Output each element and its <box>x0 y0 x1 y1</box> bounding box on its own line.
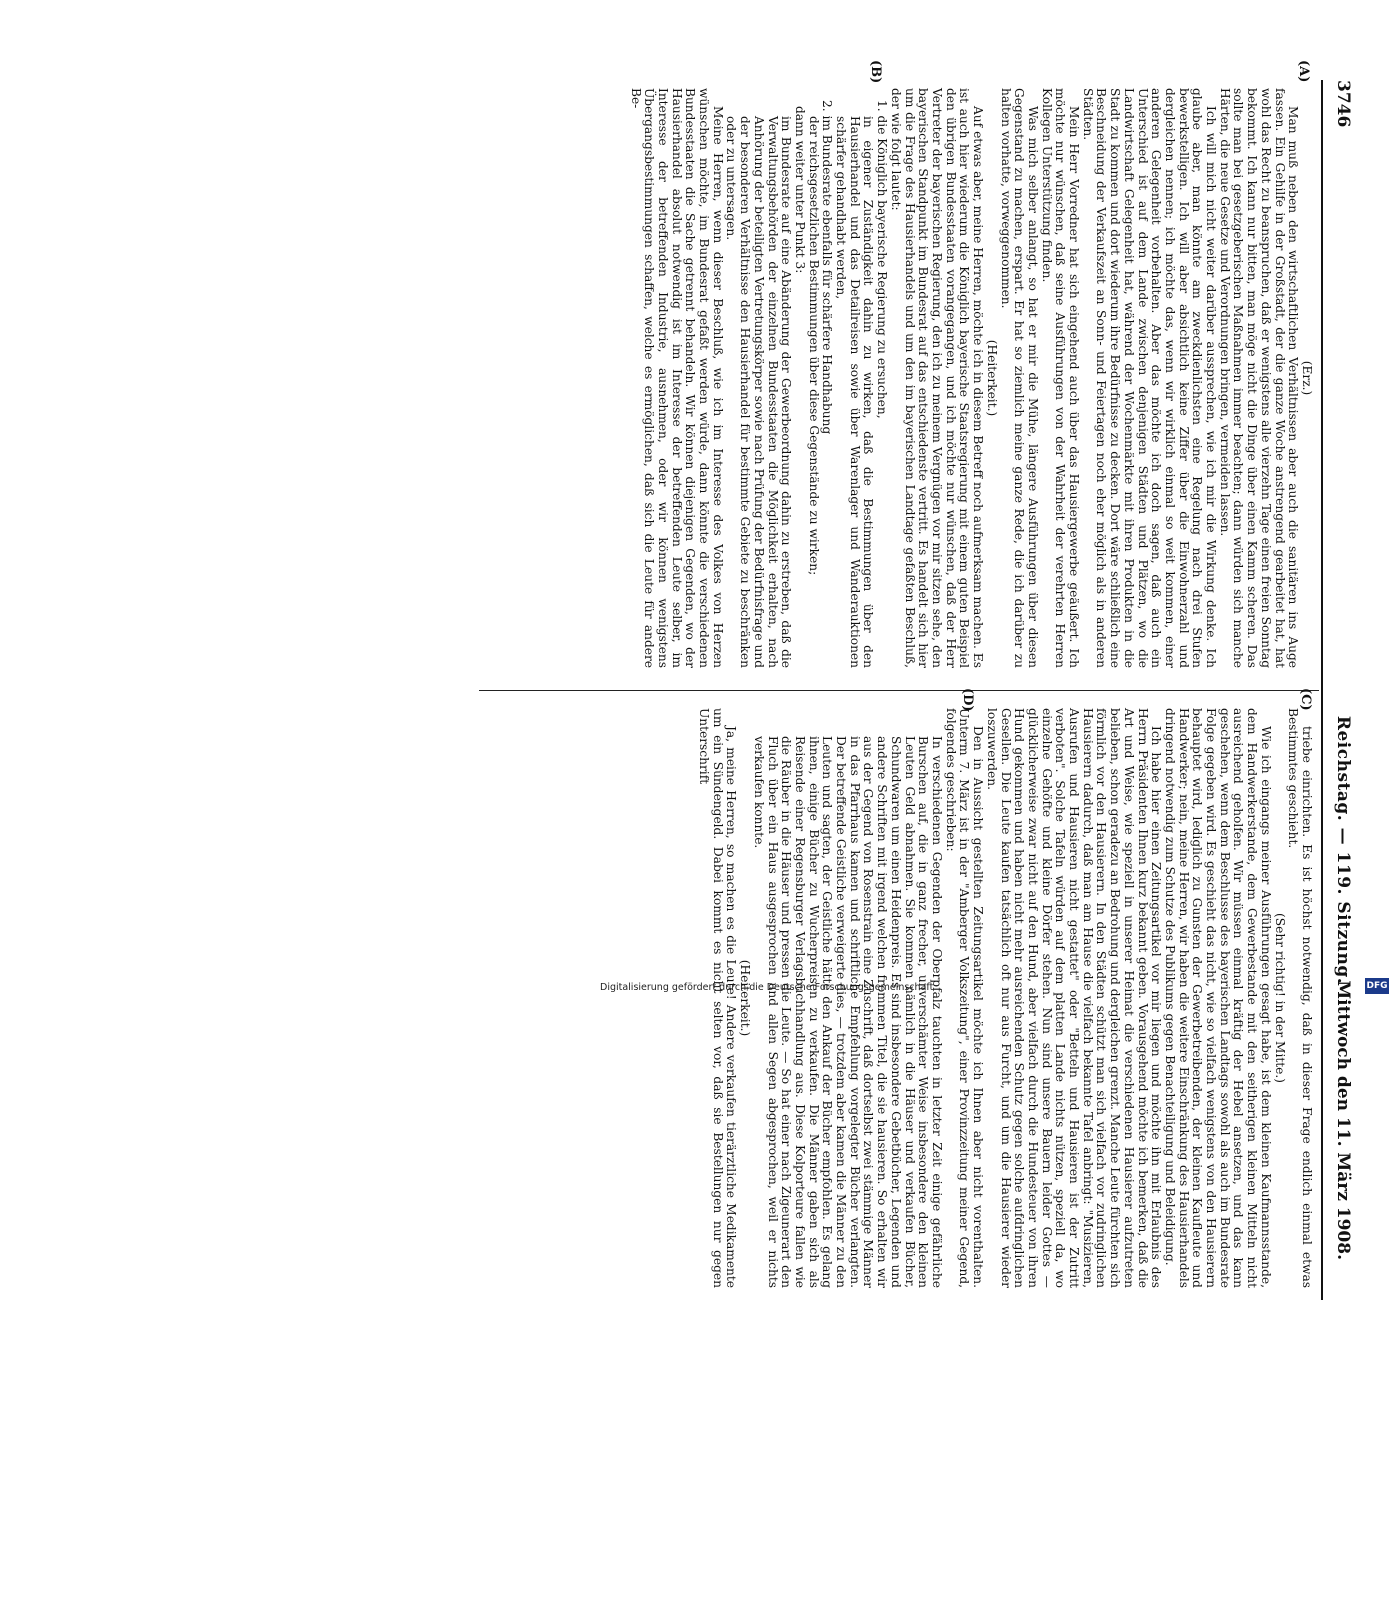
quoted-resolution: im Bundesrate auf eine Abänderung der Gewerbeordnung dahin zu erstreben, daß die Verwaltungsbehörden der einzelnen Bundesstaaten die Möglichkeit erhalten, nach Anhörung der beteiligten Vertretungskörper sowie nach Prüfung der Bedürfnisfrage und der besonderen Verhältnisse den Hausierhandel für bestimmte Gebiete zu beschränken oder zu untersagen. <box>724 116 794 668</box>
paragraph: Wie ich eingangs meiner Ausführungen gesagt habe, ist dem kleinen Kaufmannsstande, dem Handwerkerstande, dem Gewerbestande mit den seitherigen kleinen Mitteln nicht ausreichend geholfen. Wir müssen einmal kräftig der Hebel ansetzen, und das kann geschehen, wenn dem Beschlusse des bayerischen Landtags sowohl als auch im Bundesrate Folge gegeben wird. Es geschieht das nicht, wie so vielfach wenigstens von den Hausierern behauptet wird, lediglich zu Gunsten der Gewerbetreibenden, der kleinen Kaufleute und Handwerker; nein, meine Herren, wir haben die weitere Einschränkung des Hausierhandels dringend notwendig zum Schutze des Publikums gegen Benachteiligung und Beleidigung. <box>1162 708 1273 1288</box>
paragraph: Ich habe hier einen Zeitungsartikel vor mir liegen und möchte ihn mit Erlaubnis des Herrn Präsidenten Ihnen kurz bekannt geben. Vorausgehend möchte ich bemerken, daß die Art und Weise, wie speziell in unserer Heimat die verschiedenen Hausierer aufzutreten belieben, schon geradezu an Bedrohung und dergleichen grenzt. Manche Leute fürchten sich förmlich vor den Hausierern. In den Städten schützt man sich vielfach vor zudringlichen Hausierern dadurch, daß man am Hause die vielfach bekannte Tafel anbringt: "Musizieren, Ausrufen und Hausieren nicht gestattet" oder "Betteln und Hausieren ist der Zutritt verboten". Solche Tafeln würden auf dem platten Lande nichts nützen, speziell da, wo einzelne Gehöfte und kleine Dörfer stehen. Nun sind unsere Bauern leider Gottes — glücklicherweise zwar nicht auf den Hund, aber vielfach durch die Hundesteuer von ihren Hund gekommen und haben nicht mehr ausreichenden Schutz gegen solche aufdringlichen Gesellen. Die Leute kaufen tatsächlich oft nur aus Furcht, und um die Hausierer wieder loszuwerden. <box>984 708 1164 1288</box>
resolution-item-body: in eigener Zuständigkeit dahin zu wirken, daß die Bestimmungen über den Hausierhandel und das Detailreisen sowie über Warenlager und Wanderauktionen schärfer gehandhabt werden, <box>834 116 876 668</box>
paragraph: Was mich selber anlangt, so hat er mir die Mühe, längere Ausführungen über diesen Gegenstand zu machen, erspart. Er hat so ziemlich meine ganze Rede, die ich darüber zu halten vorhatte, vorweggenommen. <box>998 88 1040 668</box>
page-title: Reichstag. — 119. Sitzung. <box>1333 715 1353 985</box>
page-header <box>1313 80 1353 1620</box>
page-number: 3746 <box>1333 80 1353 128</box>
interjection: (Heiterkeit.) <box>738 959 753 1037</box>
paragraph: Ich will mich nicht weiter darüber aussprechen, wie ich mir die Wirkung denke. Ich glaube aber, man könnte am zweckdienlichsten eine Regelung nach drei Stufen bewerkstelligen. Ich will aber absichtlich keine Ziffer über die Einwohnerzahl und dergleichen nennen; ich möchte das, wenn wir wirklich einmal so weit kommen, einer anderen Gelegenheit vorbehalten. Aber das möchte ich doch sagen, daß auch ein Unterschied ist auf dem Lande zwischen denjenigen Städten und Plätzen, wo die Landwirtschaft Gelegenheit hat, während der Wochenmärkte mit ihren Produkten in die Stadt zu kommen und dort wiederum ihre Bedürfnisse zu decken. Dort wäre schließlich eine Beschneidung der Verkaufszeit an Sonn- und Feiertagen noch eher möglich als in anderen Städten. <box>1080 88 1219 668</box>
margin-marker-d: (D) <box>960 688 975 712</box>
left-column <box>483 88 1313 668</box>
paragraph: Mein Herr Vorredner hat sich eingehend auch über das Hausiergewerbe geäußert. Ich möchte nur wünschen, daß seine Ausführungen von der Wahrheit der verehrten Herren Kollegen Unterstützung finden. <box>1039 88 1082 668</box>
digitization-note: Digitalisierung gefördert durch die Deutsche Forschungsgemeinschaft <box>600 982 934 993</box>
session-date: Mittwoch den 11. März 1908. <box>1333 980 1353 1260</box>
paragraph: Meine Herren, wenn dieser Beschluß, wie ich im Interesse des Volkes von Herzen wünschen möchte, im Bundesrat gefaßt werden würde, dann könnte die verschiedenen Bundesstaaten die Sache getrennt behandeln. Wir können diejenigen Gegenden, wo der Hausierhandel absolut notwendig ist im Interesse der betreffenden Leute selber, im Interesse der betreffenden Industrie, ausnehmen, oder wir können wenigstens Übergangsbestimmungen schaffen, welche es ermöglichen, daß sich die Leute für andere Be- <box>628 88 725 668</box>
speaker-label: (Erz.) <box>1300 360 1314 396</box>
resolution-item-body: der reichsgesetzlichen Bestimmungen über diese Gegenstände zu wirken; <box>806 116 821 576</box>
header-rule <box>1321 80 1323 1300</box>
paragraph: Auf etwas aber, meine Herren, möchte ich in diesem Betreff noch aufmerksam machen. Es ist auch hier wiederum die Königlich bayerische Staatsregierung mit einem guten Beispiel den übrigen Bundesstaaten vorangegangen, und ich möchte nur wünschen, daß der Herr Vertreter der bayerischen Regierung, den ich zu meinem Vergnügen vor mir sitzen sehe, den bayerischen Standpunkt im Bundesrat auf das entschiedenste vertritt. Es handelt sich hier um die Frage des Hausierhandels und um den im bayerischen Landtage gefaßten Beschluß, der wie folgt lautet: <box>888 88 986 668</box>
paragraph: dann weiter unter Punkt 3: <box>792 106 807 274</box>
margin-marker-c: (C) <box>1298 688 1313 711</box>
paragraph: Den in Aussicht gestellten Zeitungsartikel möchte ich Ihnen aber nicht vorenthalten. Unterm 7. März ist in der "Amberger Volkszeitung", einer Provinzzeitung meiner Gegend, folgendes geschrieben: <box>943 708 986 1288</box>
resolution-item-label: 1. die Königlich bayerische Regierung zu ersuchen, <box>875 100 890 419</box>
margin-marker-b: (B) <box>868 60 883 84</box>
paragraph: Man muß neben den wirtschaftlichen Verhältnissen aber auch die sanitären ins Auge fassen. Ein Gehilfe in der Großstadt, der die ganze Woche anstrengend gearbeitet hat, hat wohl das Recht zu beanspruchen, daß er wenigstens alle vierzehn Tage einen freien Sonntag bekommt. Ich kann nur bitten, man möge nicht die Dinge über einen Kamm scheren. Das sollte man bei gesetzgeberischen Maßnahmen immer beachten; dann würden sich manche Härten, die neue Gesetze und Verordnungen bringen, vermeiden lassen. <box>1217 88 1301 668</box>
quoted-article: In verschiedenen Gegenden der Oberpfalz tauchten in letzter Zeit einige gefährliche Burschen auf, die in ganz frecher, unverschämter Weise insbesondere den kleinen Leuten Geld abnahmen. Sie kommen nämlich in die Häuser und verkaufen Bücher, Schundwaren um einen Heidenpreis. Es sind insbesondere Gebetbücher, Legenden und andere Schriften mit irgend welchen frommen Titel, die sie hausieren. So erhalten wir aus der Gegend von Rosenstrain eine Zuschrift, daß dortselbst zwei stämmige Männer in das Pfarrhaus kamen und schriftliche Empfehlung vorgelegter Bücher verlangten. Der betreffende Geistliche verweigerte dies, — trotzdem aber kamen die Männer zu den Leuten und sagten, der Geistliche hätte den Ankauf der Bücher empfohlen. Es gelang ihnen, einige Bücher zu Wucherpreisen zu verkaufen. Die Männer gaben sich als Reisende einer Regensburger Verlagsbuchhandlung aus. Diese Kolporteure fallen wie die Räuber in die Häuser und pressen die Leute. — So hat einer nach Zigeunerart den Fluch über ein Haus ausgesprochen und allen Segen abgesprochen, weil er nichts verkaufen konnte. <box>751 736 945 1288</box>
resolution-item-label: 2. im Bundesrate ebenfalls für schärfere Handhabung <box>820 100 835 435</box>
margin-marker-a: (A) <box>1296 60 1311 83</box>
dfg-logo: DFG <box>1365 978 1389 994</box>
right-column <box>483 708 1313 1288</box>
paragraph: Ja, meine Herren, so machen es die Leute! Andere verkaufen tierärztliche Medikamente um ein Sündengeld. Dabei kommt es nicht selten vor, daß sie Bestellungen nur gegen Unterschrift <box>697 708 739 1288</box>
column-divider <box>479 690 1319 691</box>
interjection: (Heiterkeit.) <box>984 339 999 417</box>
paragraph: triebe einrichten. Es ist höchst notwendig, daß in dieser Frage endlich einmal etwas Bestimmtes geschieht. <box>1286 708 1314 1288</box>
interjection: (Sehr richtig! in der Mitte.) <box>1272 913 1287 1083</box>
